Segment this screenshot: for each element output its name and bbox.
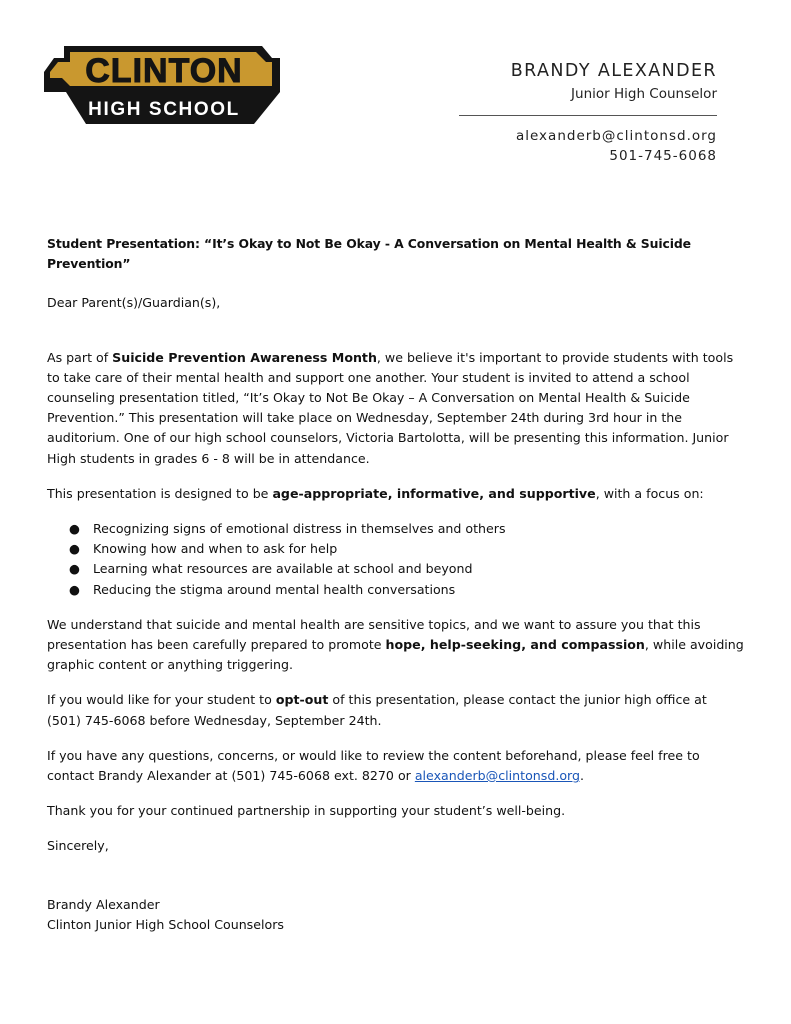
letterhead-contact-block: [417, 60, 717, 103]
paragraph-intro: As part of Suicide Prevention Awareness Month, we believe it's important to provide students with tools to take care of their mental health and support one another. Your student is invited to attend a school counseling presentation titled, “It’s Okay to Not Be Okay – A Conversation on Mental Health & Suicide Prevention.” This presentation will take place on Wednesday, September 24th during 3rd hour in the auditorium. One of our high school counselors, Victoria Bartolotta, will be presenting this information. Junior High students in grades 6 - 8 will be in attendance.: [47, 349, 734, 466]
header-divider: [459, 115, 717, 116]
list-item: ● Recognizing signs of emotional distress in themselves and others: [47, 519, 747, 539]
paragraph-questions: If you have any questions, concerns, or would like to review the content beforehand, please feel free to contact Brandy Alexander at (501) 745-6068 ext. 8270 or alexanderb@clintonsd.org.: [47, 747, 700, 784]
counselor-email[interactable]: alexanderb@clintonsd.org: [515, 128, 717, 144]
bullet-icon: ●: [69, 561, 80, 577]
paragraph-thanks: Thank you for your continued partnership in supporting your student’s well-being.: [47, 803, 566, 819]
logo-wordmark: CLINTON: [85, 52, 243, 90]
focus-list: [47, 519, 747, 600]
signature-org: Clinton Junior High School Counselors: [47, 916, 284, 932]
letter-body: [47, 234, 747, 935]
signature-name: Brandy Alexander: [47, 896, 160, 912]
salutation: Dear Parent(s)/Guardian(s),: [47, 295, 221, 311]
list-item: ● Reducing the stigma around mental health conversations: [47, 580, 747, 600]
closing: Sincerely,: [47, 838, 109, 854]
logo-subtitle: HIGH SCHOOL: [88, 99, 240, 120]
bullet-icon: ●: [69, 521, 80, 537]
school-logo: [40, 42, 284, 128]
list-item: ● Knowing how and when to ask for help: [47, 539, 747, 559]
bullet-icon: ●: [69, 581, 80, 597]
counselor-contact: [516, 126, 717, 166]
paragraph-assurance: We understand that suicide and mental health are sensitive topics, and we want to assure you that this presentation has been carefully prepared to promote hope, help-seeking, and compassion, while avoiding graphic content or anything triggering.: [47, 616, 744, 673]
letter-subject: Student Presentation: “It’s Okay to Not Be Okay - A Conversation on Mental Health & Suicide Prevention”: [47, 236, 691, 272]
counselor-title: Junior High Counselor: [571, 86, 717, 102]
bullet-icon: ●: [69, 541, 80, 557]
counselor-phone: 501-745-6068: [609, 148, 717, 164]
clinton-high-school-logo: [40, 42, 284, 128]
paragraph-opt-out: If you would like for your student to opt-out of this presentation, please contact the junior high office at (501) 745-6068 before Wednesday, September 24th.: [47, 692, 707, 728]
paragraph-focus: This presentation is designed to be age-appropriate, informative, and supportive, with a focus on:: [47, 485, 704, 501]
list-item: ● Learning what resources are available at school and beyond: [47, 559, 747, 579]
counselor-name: BRANDY ALEXANDER: [510, 61, 717, 81]
email-link[interactable]: alexanderb@clintonsd.org: [414, 768, 580, 784]
